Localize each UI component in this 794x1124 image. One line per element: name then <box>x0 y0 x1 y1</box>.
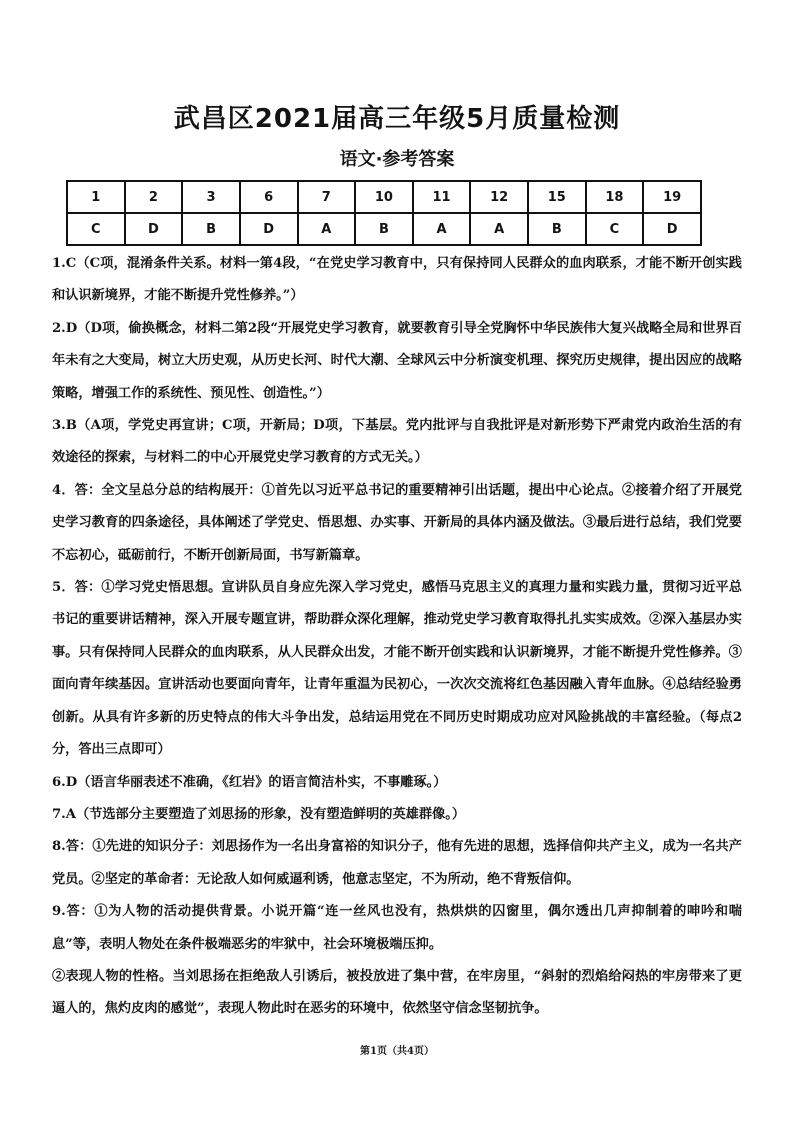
answer-paragraph-q6: 6.D（语言华丽表述不准确，《红岩》的语言简洁朴实，不事雕琢。） <box>52 774 447 790</box>
answer-letter: C <box>586 213 644 245</box>
answer-paragraph-q1: 1.C（C项，混淆条件关系。材料一第4段，“在党史学习教育中，只有保持同人民群众的血肉联系，才能不断开创实践和认识新境界，才能不断提升党性修养。”） <box>52 256 742 304</box>
question-number: 11 <box>413 181 471 213</box>
answer-paragraph-q2: 2.D（D项，偷换概念，材料二第2段“开展党史学习教育，就要教育引导全党胸怀中华民族伟大复兴战略全局和世界百年未有之大变局，树立大历史观，从历史长河、时代大潮、全球风云中分析演变机理、探究历史规律，提出因应的战略策略，增强工作的系统性、预见性、创造性。”） <box>52 320 742 401</box>
page-subtitle: 语文·参考答案 <box>339 149 455 170</box>
answer-letter: B <box>528 213 586 245</box>
question-number: 19 <box>643 181 701 213</box>
answer-letter: D <box>643 213 701 245</box>
question-number: 10 <box>355 181 413 213</box>
page-number-footer: 第1页（共4页） <box>360 1046 434 1057</box>
question-number: 12 <box>470 181 528 213</box>
answer-letter: A <box>413 213 471 245</box>
question-number: 2 <box>125 181 183 213</box>
answer-letter: D <box>240 213 298 245</box>
question-number: 1 <box>67 181 125 213</box>
question-number: 6 <box>240 181 298 213</box>
answer-paragraph-q9-part2: ②表现人物的性格。当刘思扬在拒绝敌人引诱后，被投放进了集中营，在牢房里，“斜射的烈焰给闷热的牢房带来了更逼人的，焦灼皮肉的感觉”，表现人物此时在恶劣的环境中，依然坚守信念坚韧抗争。 <box>52 968 742 1017</box>
answer-letter: B <box>355 213 413 245</box>
answer-letter: D <box>125 213 183 245</box>
answer-letter: C <box>67 213 125 245</box>
question-number: 3 <box>182 181 240 213</box>
answer-table <box>66 180 702 246</box>
answer-letter: B <box>182 213 240 245</box>
answer-paragraph-q9-part1: 9.答：①为人物的活动提供背景。小说开篇“连一丝风也没有，热烘烘的囚窗里，偶尔透出几声抑制着的呻吟和喘息”等，表明人物处在条件极端恶劣的牢狱中，社会环境极端压抑。 <box>52 904 742 952</box>
answer-paragraph-q5: 5．答：①学习党史悟思想。宣讲队员自身应先深入学习党史，感悟马克思主义的真理力量和实践力量，贯彻习近平总书记的重要讲话精神，深入开展专题宣讲，帮助群众深化理解，推动党史学习教育取得扎扎实实成效。②深入基层办实事。只有保持同人民群众的血肉联系，从人民群众出发，才能不断开创实践和认识新境界，才能不断提升党性修养。③面向青年续基因。宣讲活动也要面向青年，让青年重温为民初心，一次次交流将红色基因融入青年血脉。④总结经验勇创新。从具有许多新的历史特点的伟大斗争出发，总结运用党在不同历史时期成功应对风险挑战的丰富经验。（每点2分，答出三点即可） <box>52 580 742 758</box>
page-title: 武昌区2021届高三年级5月质量检测 <box>173 104 621 134</box>
answer-paragraph-q4: 4．答：全文呈总分总的结构展开：①首先以习近平总书记的重要精神引出话题，提出中心论点。②接着介绍了开展党史学习教育的四条途径，具体阐述了学党史、悟思想、办实事、开新局的具体内涵及做法。③最后进行总结，我们党要不忘初心，砥砺前行，不断开创新局面，书写新篇章。 <box>52 482 742 563</box>
answer-paragraph-q8: 8.答：①先进的知识分子：刘思扬作为一名出身富裕的知识分子，他有先进的思想，选择信仰共产主义，成为一名共产党员。②坚定的革命者：无论敌人如何威逼利诱，他意志坚定，不为所动，绝不背叛信仰。 <box>52 839 742 887</box>
question-number: 15 <box>528 181 586 213</box>
answer-paragraph-q7: 7.A（节选部分主要塑造了刘思扬的形象，没有塑造鲜明的英雄群像。） <box>52 806 466 822</box>
answer-letter: A <box>470 213 528 245</box>
answer-explanations <box>52 248 742 1026</box>
question-number-row <box>67 181 701 213</box>
answer-letter: A <box>298 213 356 245</box>
question-number: 7 <box>298 181 356 213</box>
question-number: 18 <box>586 181 644 213</box>
answer-paragraph-q3: 3.B（A项，学党史再宣讲；C项，开新局；D项，下基层。党内批评与自我批评是对新形势下严肃党内政治生活的有效途径的探索，与材料二的中心开展党史学习教育的方式无关。） <box>52 418 742 466</box>
answer-row <box>67 213 701 245</box>
